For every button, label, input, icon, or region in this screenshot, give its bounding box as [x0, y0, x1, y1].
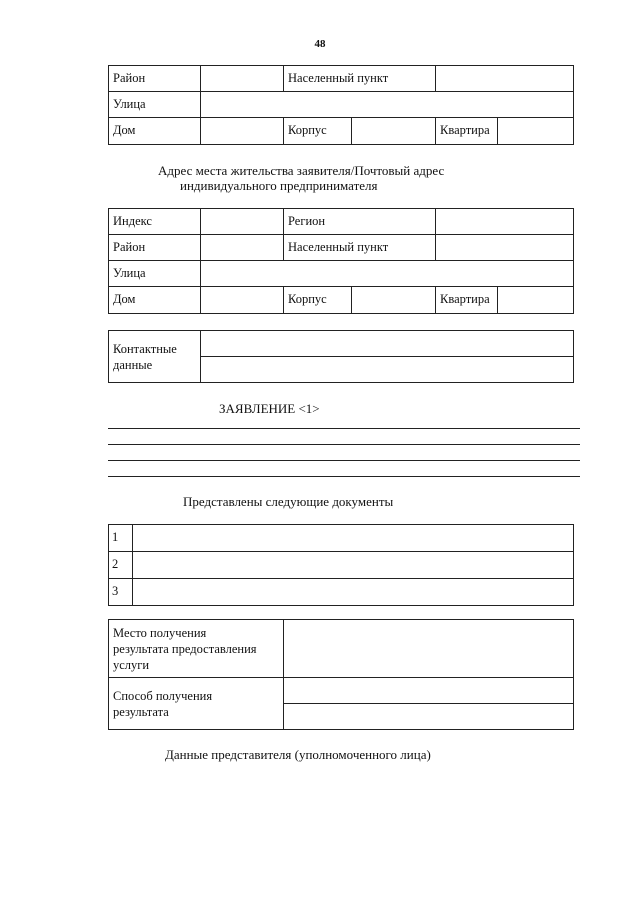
field-dom[interactable] [201, 287, 284, 314]
label-rayon: Район [109, 66, 201, 92]
label-kvartira: Квартира [436, 118, 498, 145]
field-naselenny-punkt[interactable] [436, 235, 574, 261]
result-place-line1: Место получения [113, 625, 207, 640]
statement-title: ЗАЯВЛЕНИЕ <1> [219, 401, 320, 416]
address2-title-line2: индивидуального предпринимателя [180, 178, 378, 193]
page-number: 48 [314, 38, 326, 50]
field-korpus[interactable] [352, 287, 436, 314]
result-place-field[interactable] [284, 620, 574, 678]
document-row-field[interactable] [133, 525, 574, 552]
label-dom: Дом [109, 118, 201, 145]
address2-title [158, 163, 518, 193]
document-row-number: 3 [109, 579, 133, 606]
label-korpus: Корпус [284, 287, 352, 314]
representative-title: Данные представителя (уполномоченного лица) [165, 747, 431, 762]
statement-line-4[interactable] [108, 476, 580, 477]
result-method-line2: результата [113, 704, 169, 719]
document-row-number: 1 [109, 525, 133, 552]
document-row-field[interactable] [133, 579, 574, 606]
label-dom: Дом [109, 287, 201, 314]
statement-line-2[interactable] [108, 444, 580, 445]
label-rayon: Район [109, 235, 201, 261]
field-korpus[interactable] [352, 118, 436, 145]
contacts-label-line1: Контактные [113, 341, 177, 356]
contacts-table [108, 330, 574, 383]
label-naselenny-punkt: Населенный пункт [284, 66, 436, 92]
document-row-number: 2 [109, 552, 133, 579]
label-korpus: Корпус [284, 118, 352, 145]
contacts-field-2[interactable] [201, 357, 574, 383]
contacts-label [109, 331, 201, 383]
field-indeks[interactable] [201, 209, 284, 235]
result-method-label [109, 678, 284, 730]
statement-line-3[interactable] [108, 460, 580, 461]
result-method-line1: Способ получения [113, 688, 213, 703]
label-naselenny-punkt: Населенный пункт [284, 235, 436, 261]
result-table [108, 619, 574, 730]
field-ulitsa[interactable] [201, 261, 574, 287]
result-method-field-2[interactable] [284, 704, 574, 730]
address2-title-line1: Адрес места жительства заявителя/Почтовый адрес [158, 163, 445, 178]
label-ulitsa: Улица [109, 261, 201, 287]
field-dom[interactable] [201, 118, 284, 145]
label-region: Регион [284, 209, 436, 235]
documents-title: Представлены следующие документы [183, 494, 394, 509]
result-place-line3: услуги [113, 657, 150, 672]
field-rayon[interactable] [201, 66, 284, 92]
result-place-label [109, 620, 284, 678]
documents-table [108, 524, 574, 606]
document-row-field[interactable] [133, 552, 574, 579]
result-place-line2: результата предоставления [113, 641, 257, 656]
field-kvartira[interactable] [498, 118, 574, 145]
result-method-field-1[interactable] [284, 678, 574, 704]
label-kvartira: Квартира [436, 287, 498, 314]
label-indeks: Индекс [109, 209, 201, 235]
contacts-label-line2: данные [113, 357, 153, 372]
address-table-postal [108, 208, 574, 314]
field-naselenny-punkt[interactable] [436, 66, 574, 92]
field-ulitsa[interactable] [201, 92, 574, 118]
field-kvartira[interactable] [498, 287, 574, 314]
field-region[interactable] [436, 209, 574, 235]
address-table-top [108, 65, 574, 145]
contacts-field-1[interactable] [201, 331, 574, 357]
label-ulitsa: Улица [109, 92, 201, 118]
statement-line-1[interactable] [108, 428, 580, 429]
field-rayon[interactable] [201, 235, 284, 261]
